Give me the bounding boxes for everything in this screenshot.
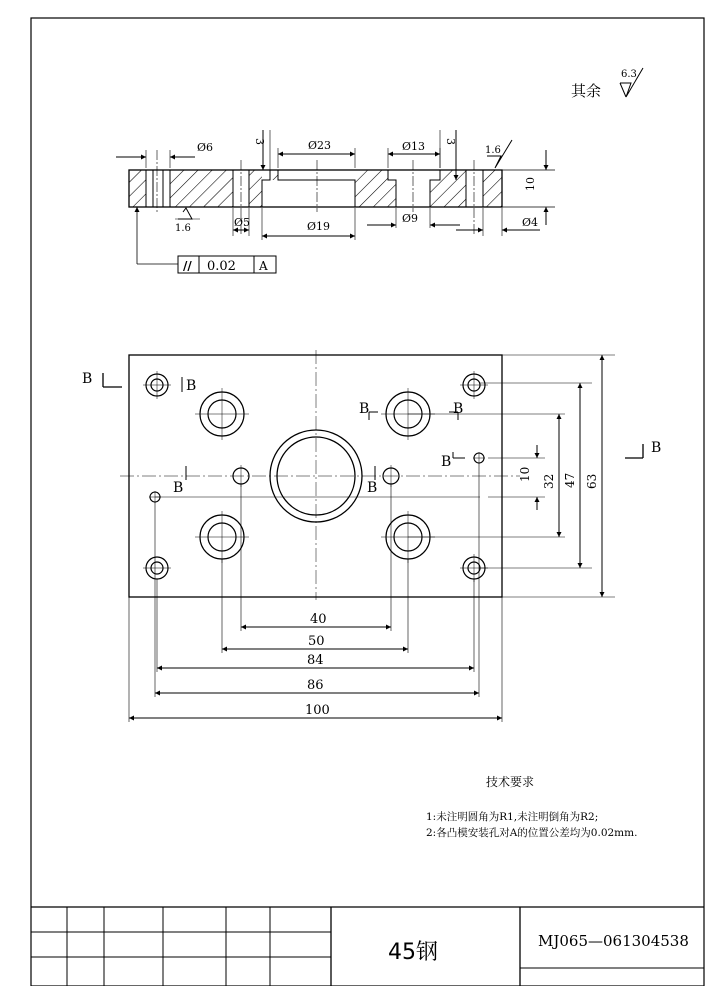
dim-d23: Ø23: [308, 139, 332, 152]
hdim-40: 40: [310, 612, 327, 627]
section-mark-right: B: [651, 440, 662, 456]
roughness-top: 1.6: [485, 145, 501, 156]
dim-h3-left: 3: [253, 138, 266, 145]
hdim-50: 50: [308, 634, 325, 649]
section-mark-b6: B: [367, 480, 378, 496]
surface-roughness-value: 6.3: [621, 69, 637, 80]
hdim-84: 84: [307, 653, 324, 668]
vdim-47: 47: [563, 472, 577, 488]
section-mark-b5: B: [173, 480, 184, 496]
tolerance-datum: A: [259, 259, 268, 273]
tech-req-item-1: 1:未注明圆角为R1,未注明倒角为R2;: [426, 811, 599, 823]
dim-h3-right: 3: [444, 138, 457, 145]
section-mark-left: B: [82, 371, 93, 387]
dim-d5: Ø5: [234, 216, 251, 229]
surface-note-label: 其余: [571, 82, 602, 100]
section-mark-b4: B: [441, 454, 452, 470]
section-mark-b3: B: [453, 401, 464, 417]
surface-finish-note: [571, 68, 643, 100]
roughness-bottom: 1.6: [175, 223, 191, 234]
dim-d19: Ø19: [307, 220, 331, 233]
section-mark-b7: B: [0, 0, 1, 1]
section-hatch: [129, 170, 502, 207]
hdim-100: 100: [305, 703, 330, 718]
vdim-63: 63: [585, 473, 599, 489]
vdim-10: 10: [518, 466, 532, 482]
vdim-32: 32: [542, 473, 556, 489]
tolerance-value: 0.02: [207, 259, 236, 274]
dim-d9: Ø9: [402, 212, 419, 225]
dim-thickness: 10: [524, 177, 537, 191]
tech-requirements: [426, 774, 637, 839]
dim-d4: Ø4: [522, 216, 539, 229]
section-mark-b1: B: [186, 378, 197, 394]
drawing-number: MJ065—061304538: [538, 932, 689, 950]
material-label: 45钢: [388, 940, 438, 965]
plan-view: [103, 350, 643, 722]
tolerance-symbol: //: [183, 259, 192, 273]
dim-d6: Ø6: [197, 141, 214, 154]
dim-d13: Ø13: [402, 140, 426, 153]
tech-req-item-2: 2:各凸模安装孔对A的位置公差均为0.02mm.: [426, 827, 638, 839]
drawing-frame: [31, 18, 704, 986]
section-mark-b2: B: [359, 401, 370, 417]
tech-req-title: 技术要求: [486, 775, 535, 789]
hdim-86: 86: [307, 678, 324, 693]
